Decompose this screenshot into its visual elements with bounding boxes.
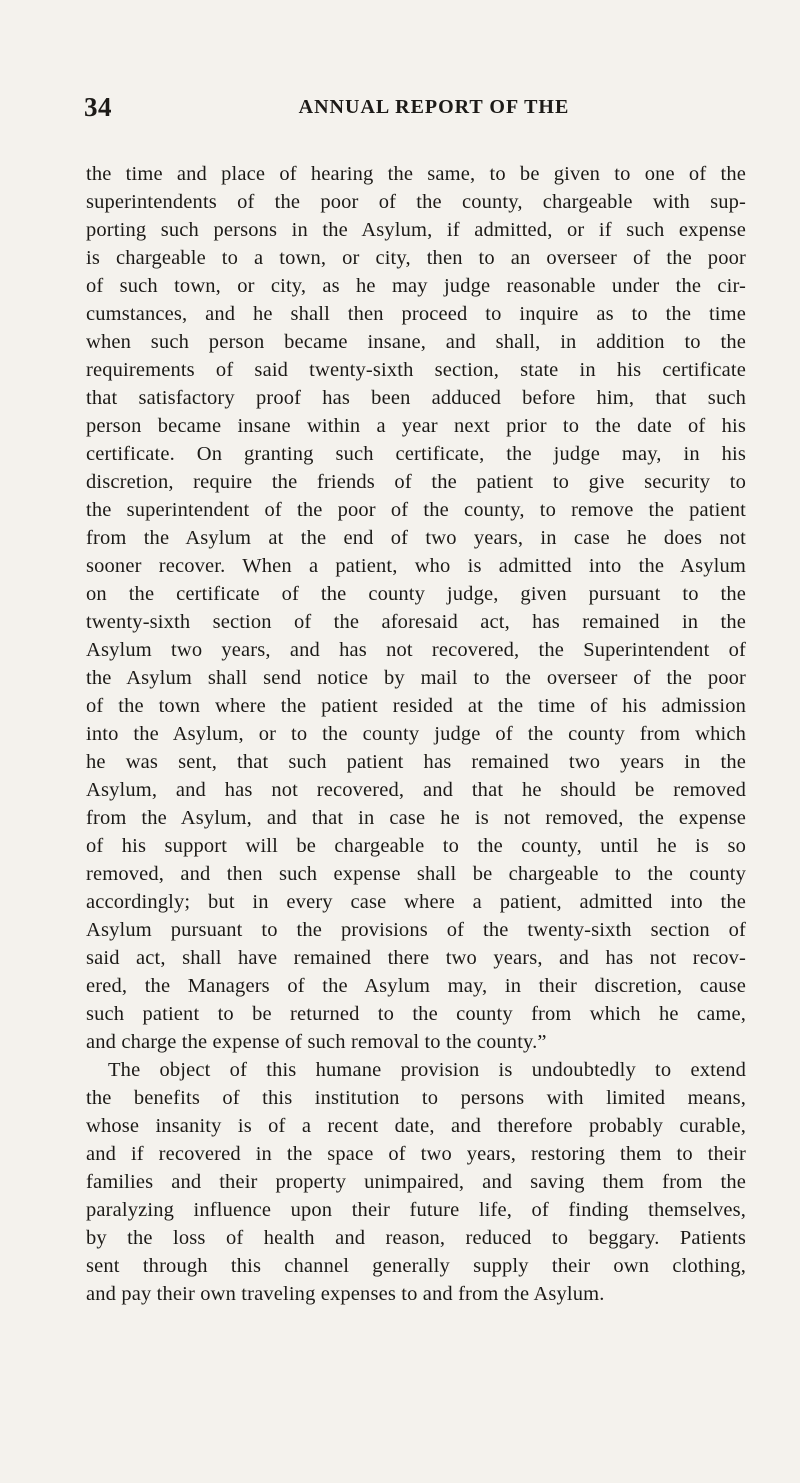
text-line: into the Asylum, or to the county judge of the county from which	[86, 723, 746, 745]
text-line: from the Asylum at the end of two years, in case he does not	[86, 527, 746, 549]
text-line: certificate. On granting such certificate, the judge may, in his	[86, 443, 746, 465]
text-line: families and their property unimpaired, and saving them from the	[86, 1171, 746, 1193]
text-line: he was sent, that such patient has remained two years in the	[86, 751, 746, 773]
text-line: on the certificate of the county judge, given pursuant to the	[86, 583, 746, 605]
text-line: that satisfactory proof has been adduced before him, that such	[86, 387, 746, 409]
text-line: of the town where the patient resided at the time of his admission	[86, 695, 746, 717]
text-line: of his support will be chargeable to the county, until he is so	[86, 835, 746, 857]
text-line: discretion, require the friends of the patient to give security to	[86, 471, 746, 493]
text-line: from the Asylum, and that in case he is not removed, the expense	[86, 807, 746, 829]
page-header	[84, 92, 744, 126]
text-line: by the loss of health and reason, reduced to beggary. Patients	[86, 1227, 746, 1249]
paragraph-end-line: and charge the expense of such removal to the county.”	[86, 1031, 547, 1053]
text-line: requirements of said twenty-sixth section, state in his certificate	[86, 359, 746, 381]
text-line: sent through this channel generally supply their own clothing,	[86, 1255, 746, 1277]
text-line: superintendents of the poor of the county, chargeable with sup-	[86, 191, 746, 213]
text-line: accordingly; but in every case where a patient, admitted into the	[86, 891, 746, 913]
text-line: cumstances, and he shall then proceed to inquire as to the time	[86, 303, 746, 325]
text-line: the benefits of this institution to persons with limited means,	[86, 1087, 746, 1109]
text-line: Asylum, and has not recovered, and that he should be removed	[86, 779, 746, 801]
text-line: said act, shall have remained there two years, and has not recov-	[86, 947, 746, 969]
text-line: Asylum pursuant to the provisions of the twenty-sixth section of	[86, 919, 746, 941]
running-head: ANNUAL REPORT OF THE	[298, 96, 570, 118]
text-line: person became insane within a year next prior to the date of his	[86, 415, 746, 437]
paragraph-end-line: and pay their own traveling expenses to and from the Asylum.	[86, 1283, 605, 1305]
text-line: whose insanity is of a recent date, and therefore probably curable,	[86, 1115, 746, 1137]
text-line: such patient to be returned to the county from which he came,	[86, 1003, 746, 1025]
text-line: when such person became insane, and shall, in addition to the	[86, 331, 746, 353]
text-line: and if recovered in the space of two years, restoring them to their	[86, 1143, 746, 1165]
text-line: the Asylum shall send notice by mail to the overseer of the poor	[86, 667, 746, 689]
text-line: paralyzing influence upon their future life, of finding themselves,	[86, 1199, 746, 1221]
text-line: the superintendent of the poor of the county, to remove the patient	[86, 499, 746, 521]
body-text	[86, 160, 746, 1308]
text-line: removed, and then such expense shall be chargeable to the county	[86, 863, 746, 885]
text-line: porting such persons in the Asylum, if admitted, or if such expense	[86, 219, 746, 241]
text-line: ered, the Managers of the Asylum may, in their discretion, cause	[86, 975, 746, 997]
text-line: the time and place of hearing the same, to be given to one of the	[86, 163, 746, 185]
text-line: twenty-sixth section of the aforesaid act, has remained in the	[86, 611, 746, 633]
paragraph-start-line: The object of this humane provision is undoubtedly to extend	[108, 1059, 746, 1081]
text-line: is chargeable to a town, or city, then to an overseer of the poor	[86, 247, 746, 269]
text-line: sooner recover. When a patient, who is admitted into the Asylum	[86, 555, 746, 577]
page-number: 34	[84, 92, 112, 122]
text-line: of such town, or city, as he may judge reasonable under the cir-	[86, 275, 746, 297]
text-line: Asylum two years, and has not recovered, the Superintendent of	[86, 639, 746, 661]
